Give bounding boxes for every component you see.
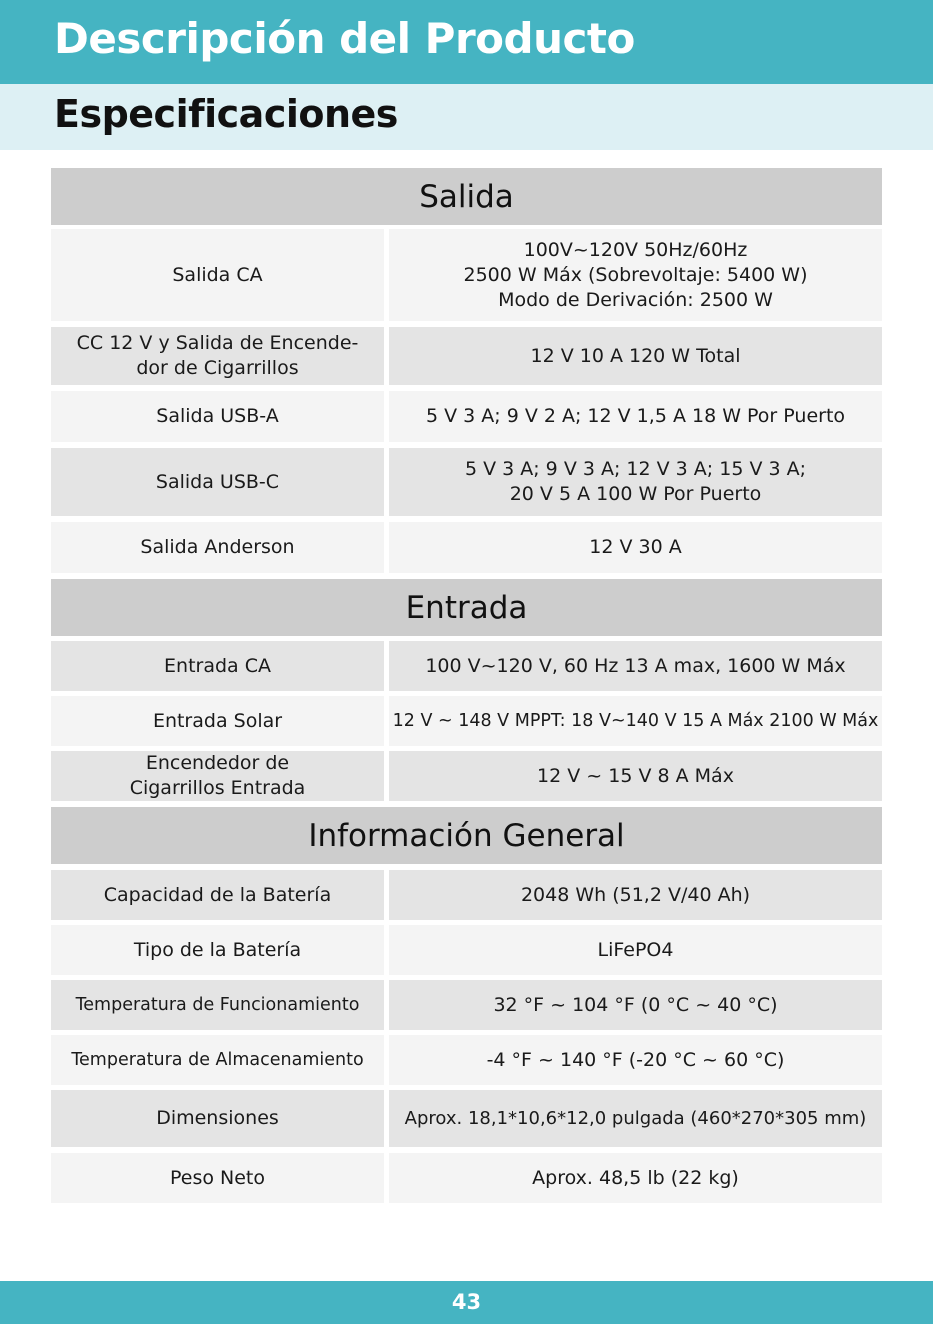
table-row xyxy=(51,448,882,516)
spec-label: Peso Neto xyxy=(51,1153,384,1203)
footer-bar xyxy=(0,1281,933,1324)
table-row xyxy=(51,391,882,442)
page-title: Descripción del Producto xyxy=(54,14,635,63)
spec-value: 12 V 30 A xyxy=(389,522,882,573)
table-row xyxy=(51,1153,882,1203)
header-bar xyxy=(0,0,933,84)
spec-label: Salida USB-A xyxy=(51,391,384,442)
spec-label: Tipo de la Batería xyxy=(51,925,384,975)
table-row xyxy=(51,980,882,1030)
table-row xyxy=(51,870,882,920)
general-heading: Información General xyxy=(51,807,882,864)
spec-label: Entrada CA xyxy=(51,641,384,691)
spec-value: 32 °F ~ 104 °F (0 °C ~ 40 °C) xyxy=(389,980,882,1030)
spec-label: Temperatura de Funcionamiento xyxy=(51,980,384,1030)
table-row xyxy=(51,1035,882,1085)
subheader-bar xyxy=(0,84,933,150)
spec-value: -4 °F ~ 140 °F (-20 °C ~ 60 °C) xyxy=(389,1035,882,1085)
table-row xyxy=(51,229,882,321)
spec-value: LiFePO4 xyxy=(389,925,882,975)
section-title: Especificaciones xyxy=(54,92,398,136)
spec-value: 100V~120V 50Hz/60Hz 2500 W Máx (Sobrevoltaje: 5400 W) Modo de Derivación: 2500 W xyxy=(389,229,882,321)
spec-label: Temperatura de Almacenamiento xyxy=(51,1035,384,1085)
spec-value: 2048 Wh (51,2 V/40 Ah) xyxy=(389,870,882,920)
spec-value: 12 V 10 A 120 W Total xyxy=(389,327,882,385)
spec-value: 5 V 3 A; 9 V 3 A; 12 V 3 A; 15 V 3 A; 20 V 5 A 100 W Por Puerto xyxy=(389,448,882,516)
spec-label: Salida Anderson xyxy=(51,522,384,573)
table-row xyxy=(51,641,882,691)
spec-value: 100 V~120 V, 60 Hz 13 A max, 1600 W Máx xyxy=(389,641,882,691)
spec-label: CC 12 V y Salida de Encende- dor de Cigarrillos xyxy=(51,327,384,385)
spec-label: Dimensiones xyxy=(51,1090,384,1147)
spec-label: Salida USB-C xyxy=(51,448,384,516)
table-row xyxy=(51,1090,882,1147)
spec-label: Entrada Solar xyxy=(51,696,384,746)
page-number: 43 xyxy=(451,1290,482,1314)
spec-value: 12 V ~ 148 V MPPT: 18 V~140 V 15 A Máx 2100 W Máx xyxy=(389,696,882,746)
table-row xyxy=(51,327,882,385)
entrada-heading: Entrada xyxy=(51,579,882,636)
spec-value: 12 V ~ 15 V 8 A Máx xyxy=(389,751,882,801)
spec-label: Salida CA xyxy=(51,229,384,321)
table-row xyxy=(51,925,882,975)
salida-heading: Salida xyxy=(51,168,882,225)
spec-label: Capacidad de la Batería xyxy=(51,870,384,920)
spec-value: Aprox. 48,5 lb (22 kg) xyxy=(389,1153,882,1203)
table-row xyxy=(51,522,882,573)
table-row xyxy=(51,696,882,746)
spec-label: Encendedor de Cigarrillos Entrada xyxy=(51,751,384,801)
spec-value: 5 V 3 A; 9 V 2 A; 12 V 1,5 A 18 W Por Puerto xyxy=(389,391,882,442)
table-row xyxy=(51,751,882,801)
spec-value: Aprox. 18,1*10,6*12,0 pulgada (460*270*305 mm) xyxy=(389,1090,882,1147)
